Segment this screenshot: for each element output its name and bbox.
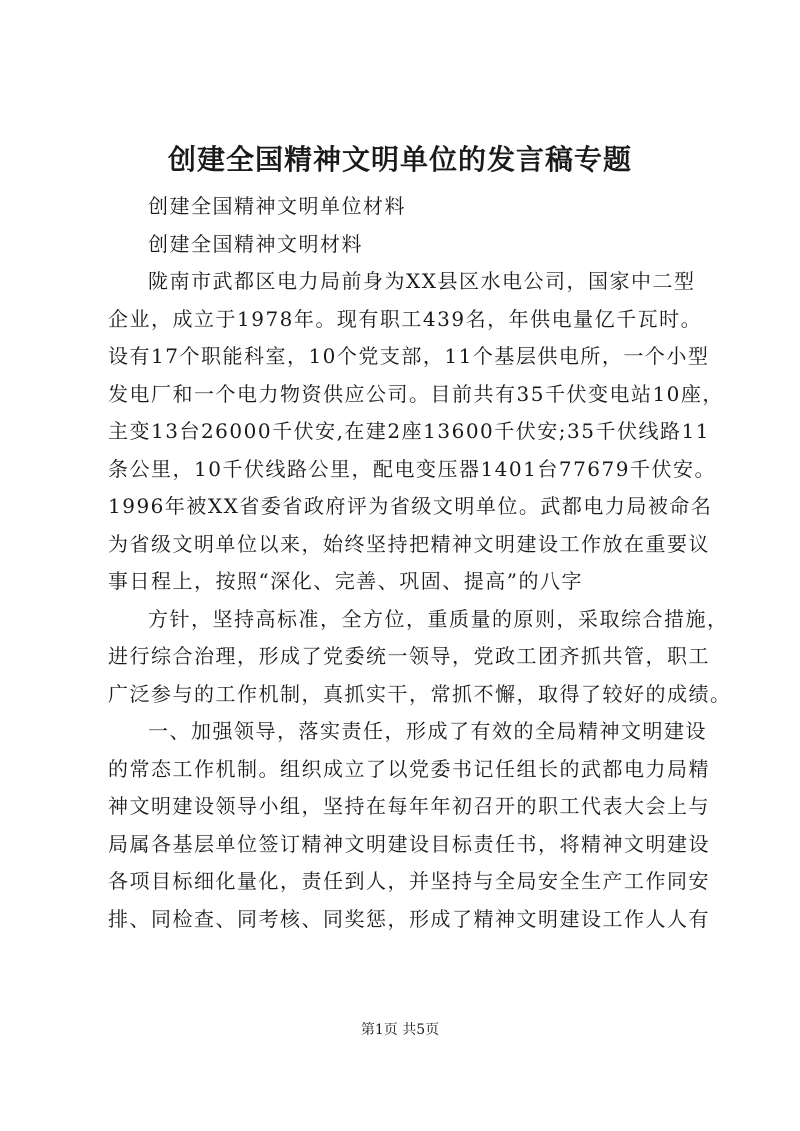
page-footer: 第1页 共5页 xyxy=(360,1022,440,1038)
document-body xyxy=(108,188,732,938)
paragraph-2 xyxy=(108,226,708,264)
text-line: 发电厂和一个电力物资供应公司。目前共有35千伏变电站10座， xyxy=(108,381,724,406)
paragraph-4 xyxy=(108,601,732,714)
text-line: 企业，成立于1978年。现有职工439名，年供电量亿千瓦时。 xyxy=(108,306,703,331)
text-line: 局属各基层单位签订精神文明建设目标责任书，将精神文明建设 xyxy=(108,831,710,856)
text-line: 广泛参与的工作机制，真抓实干，常抓不懈，取得了较好的成绩。 xyxy=(108,681,732,706)
text-line: 各项目标细化量化，责任到人，并坚持与全局安全生产工作同安 xyxy=(108,869,710,893)
text-line: 创建全国精神文明单位材料 xyxy=(148,194,406,218)
page-title: 创建全国精神文明单位的发言稿专题 xyxy=(167,143,632,176)
text-line: 1996年被XX省委省政府评为省级文明单位。武都电力局被命名 xyxy=(108,494,713,518)
paragraph-3 xyxy=(108,263,724,601)
text-line: 的常态工作机制。组织成立了以党委书记任组长的武都电力局精 xyxy=(108,756,710,781)
text-line: 方针，坚持高标准，全方位，重质量的原则，采取综合措施， xyxy=(148,606,729,631)
text-line: 创建全国精神文明材料 xyxy=(148,231,363,256)
text-line: 主变13台26000千伏安,在建2座13600千伏安;35千伏线路11 xyxy=(108,419,710,443)
text-line: 排、同检查、同考核、同奖惩，形成了精神文明建设工作人人有 xyxy=(108,906,710,931)
text-line: 陇南市武都区电力局前身为XX县区水电公司，国家中二型 xyxy=(148,269,696,293)
text-line: 一、加强领导，落实责任，形成了有效的全局精神文明建设 xyxy=(148,719,707,743)
text-line: 进行综合治理，形成了党委统一领导，党政工团齐抓共管，职工 xyxy=(108,644,710,668)
text-line: 设有17个职能科室，10个党支部，11个基层供电所，一个小型 xyxy=(108,344,710,368)
paragraph-5 xyxy=(108,713,708,938)
paragraph-1 xyxy=(108,188,708,226)
text-line: 条公里，10千伏线路公里，配电变压器1401台77679千伏安。 xyxy=(108,456,716,481)
text-line: 为省级文明单位以来，始终坚持把精神文明建设工作放在重要议 xyxy=(108,531,710,556)
text-line: 事日程上，按照“深化、完善、巩固、提高”的八字 xyxy=(108,569,583,593)
text-line: 神文明建设领导小组，坚持在每年年初召开的职工代表大会上与 xyxy=(108,794,710,818)
